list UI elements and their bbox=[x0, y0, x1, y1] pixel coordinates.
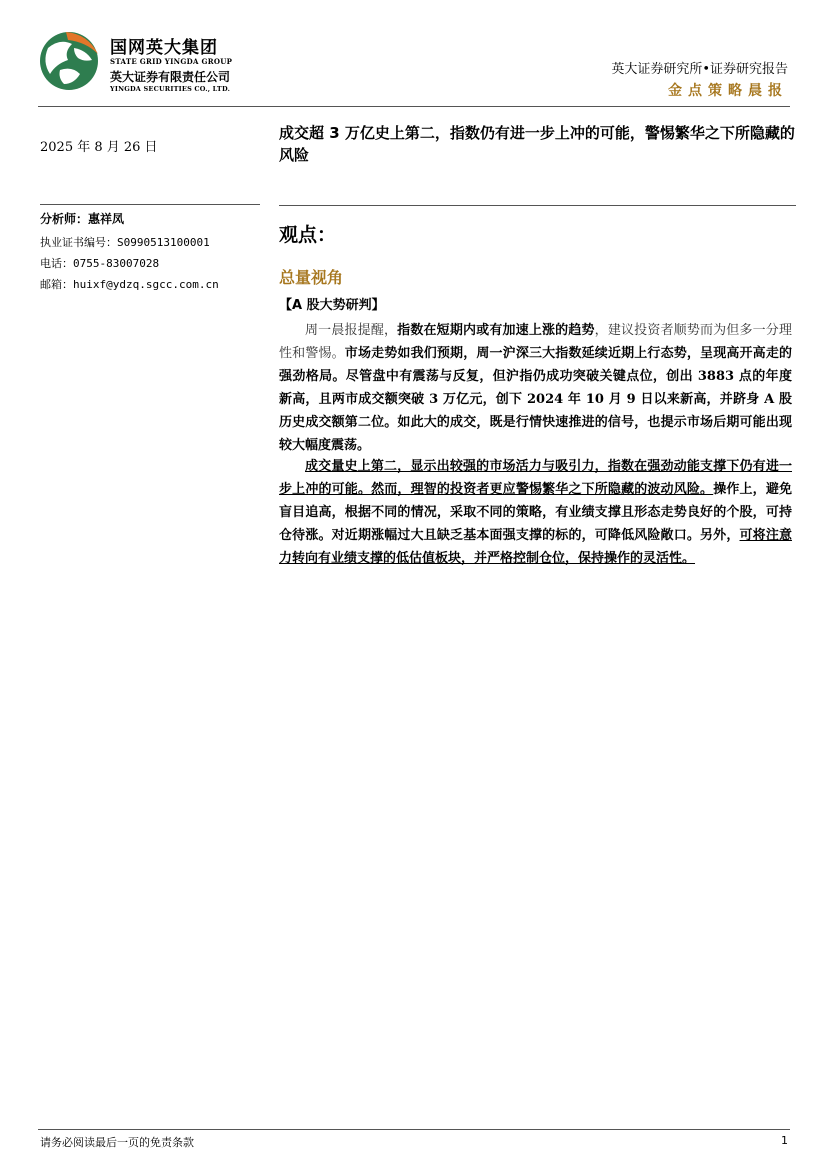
logo-group-name-en: STATE GRID YINGDA GROUP bbox=[110, 57, 233, 66]
analyst-phone: 电话：0755-83007028 bbox=[40, 257, 160, 270]
viewpoint-heading: 观点： bbox=[279, 224, 337, 246]
p2-underlined-1: 成交量史上第二，显示出较强的市场活力与吸引力，指数在强劲动能支撑下仍有进一步上冲的可能。然而，理智的投资者更应警惕繁华之下所隐藏的波动风险。 bbox=[279, 459, 792, 497]
p1-advice: ，建议投资者顺势而为但多一分理性和警惕。 bbox=[279, 323, 792, 361]
title-divider bbox=[279, 205, 796, 206]
footer-divider bbox=[38, 1129, 790, 1130]
report-date: 2025 年 8 月 26 日 bbox=[40, 140, 158, 155]
company-logo bbox=[38, 30, 253, 94]
left-divider bbox=[40, 204, 260, 205]
globe-logo-icon bbox=[38, 30, 100, 92]
header-divider bbox=[38, 106, 790, 107]
logo-company-name-en: YINGDA SECURITIES CO., LTD. bbox=[110, 85, 231, 93]
footer-disclaimer: 请务必阅读最后一页的免责条款 bbox=[40, 1136, 194, 1149]
analyst-cert: 执业证书编号：S0990513100001 bbox=[40, 236, 210, 249]
subsection-heading: 【A 股大势研判】 bbox=[279, 298, 385, 313]
paragraph-2 bbox=[279, 455, 792, 570]
logo-company-name: 英大证券有限责任公司 bbox=[110, 70, 231, 84]
p2-strategy: 操作上，避免盲目追高，根据不同的情况，采取不同的策略，有业绩支撑且形态走势良好的个股，可持仓待涨。对近期涨幅过大且缺乏基本面强支撑的标的，可降低风险敞口。另外， bbox=[279, 482, 792, 543]
p2-underlined-2: 可将注意力转向有业绩支撑的低估值板块，并严格控制仓位，保持操作的灵活性。 bbox=[279, 528, 792, 566]
page-number: 1 bbox=[781, 1134, 788, 1147]
report-series: 金点策略晨报 bbox=[668, 83, 788, 99]
analyst-name: 分析师：惠祥凤 bbox=[40, 212, 125, 226]
p1-highlight: 指数在短期内或有加速上涨的趋势 bbox=[397, 323, 595, 338]
report-title: 成交超 3 万亿史上第二，指数仍有进一步上冲的可能，警惕繁华之下所隐藏的风险 bbox=[279, 124, 795, 164]
p1-market: 市场走势如我们预期，周一沪深三大指数延续近期上行态势，呈现高开高走的强劲格局。尽管盘中有震荡与反复，但沪指仍成功突破关键点位，创出 3883 点的年度新高，且两市成交额突破 3 万亿元，创下 2024 年 10 月 9 日以来新高，并跻身 A 股历史成交额第二位。如此大的成交，既是行情快速推进的信号，也提示市场后期可能出现较大幅度震荡。 bbox=[279, 346, 792, 453]
section-heading: 总量视角 bbox=[279, 268, 344, 287]
paragraph-1 bbox=[279, 319, 792, 457]
institute-label: 英大证券研究所•证券研究报告 bbox=[611, 62, 788, 77]
logo-group-name: 国网英大集团 bbox=[110, 38, 218, 58]
p1-intro: 周一晨报提醒， bbox=[305, 323, 398, 338]
analyst-email: 邮箱：huixf@ydzq.sgcc.com.cn bbox=[40, 278, 219, 291]
